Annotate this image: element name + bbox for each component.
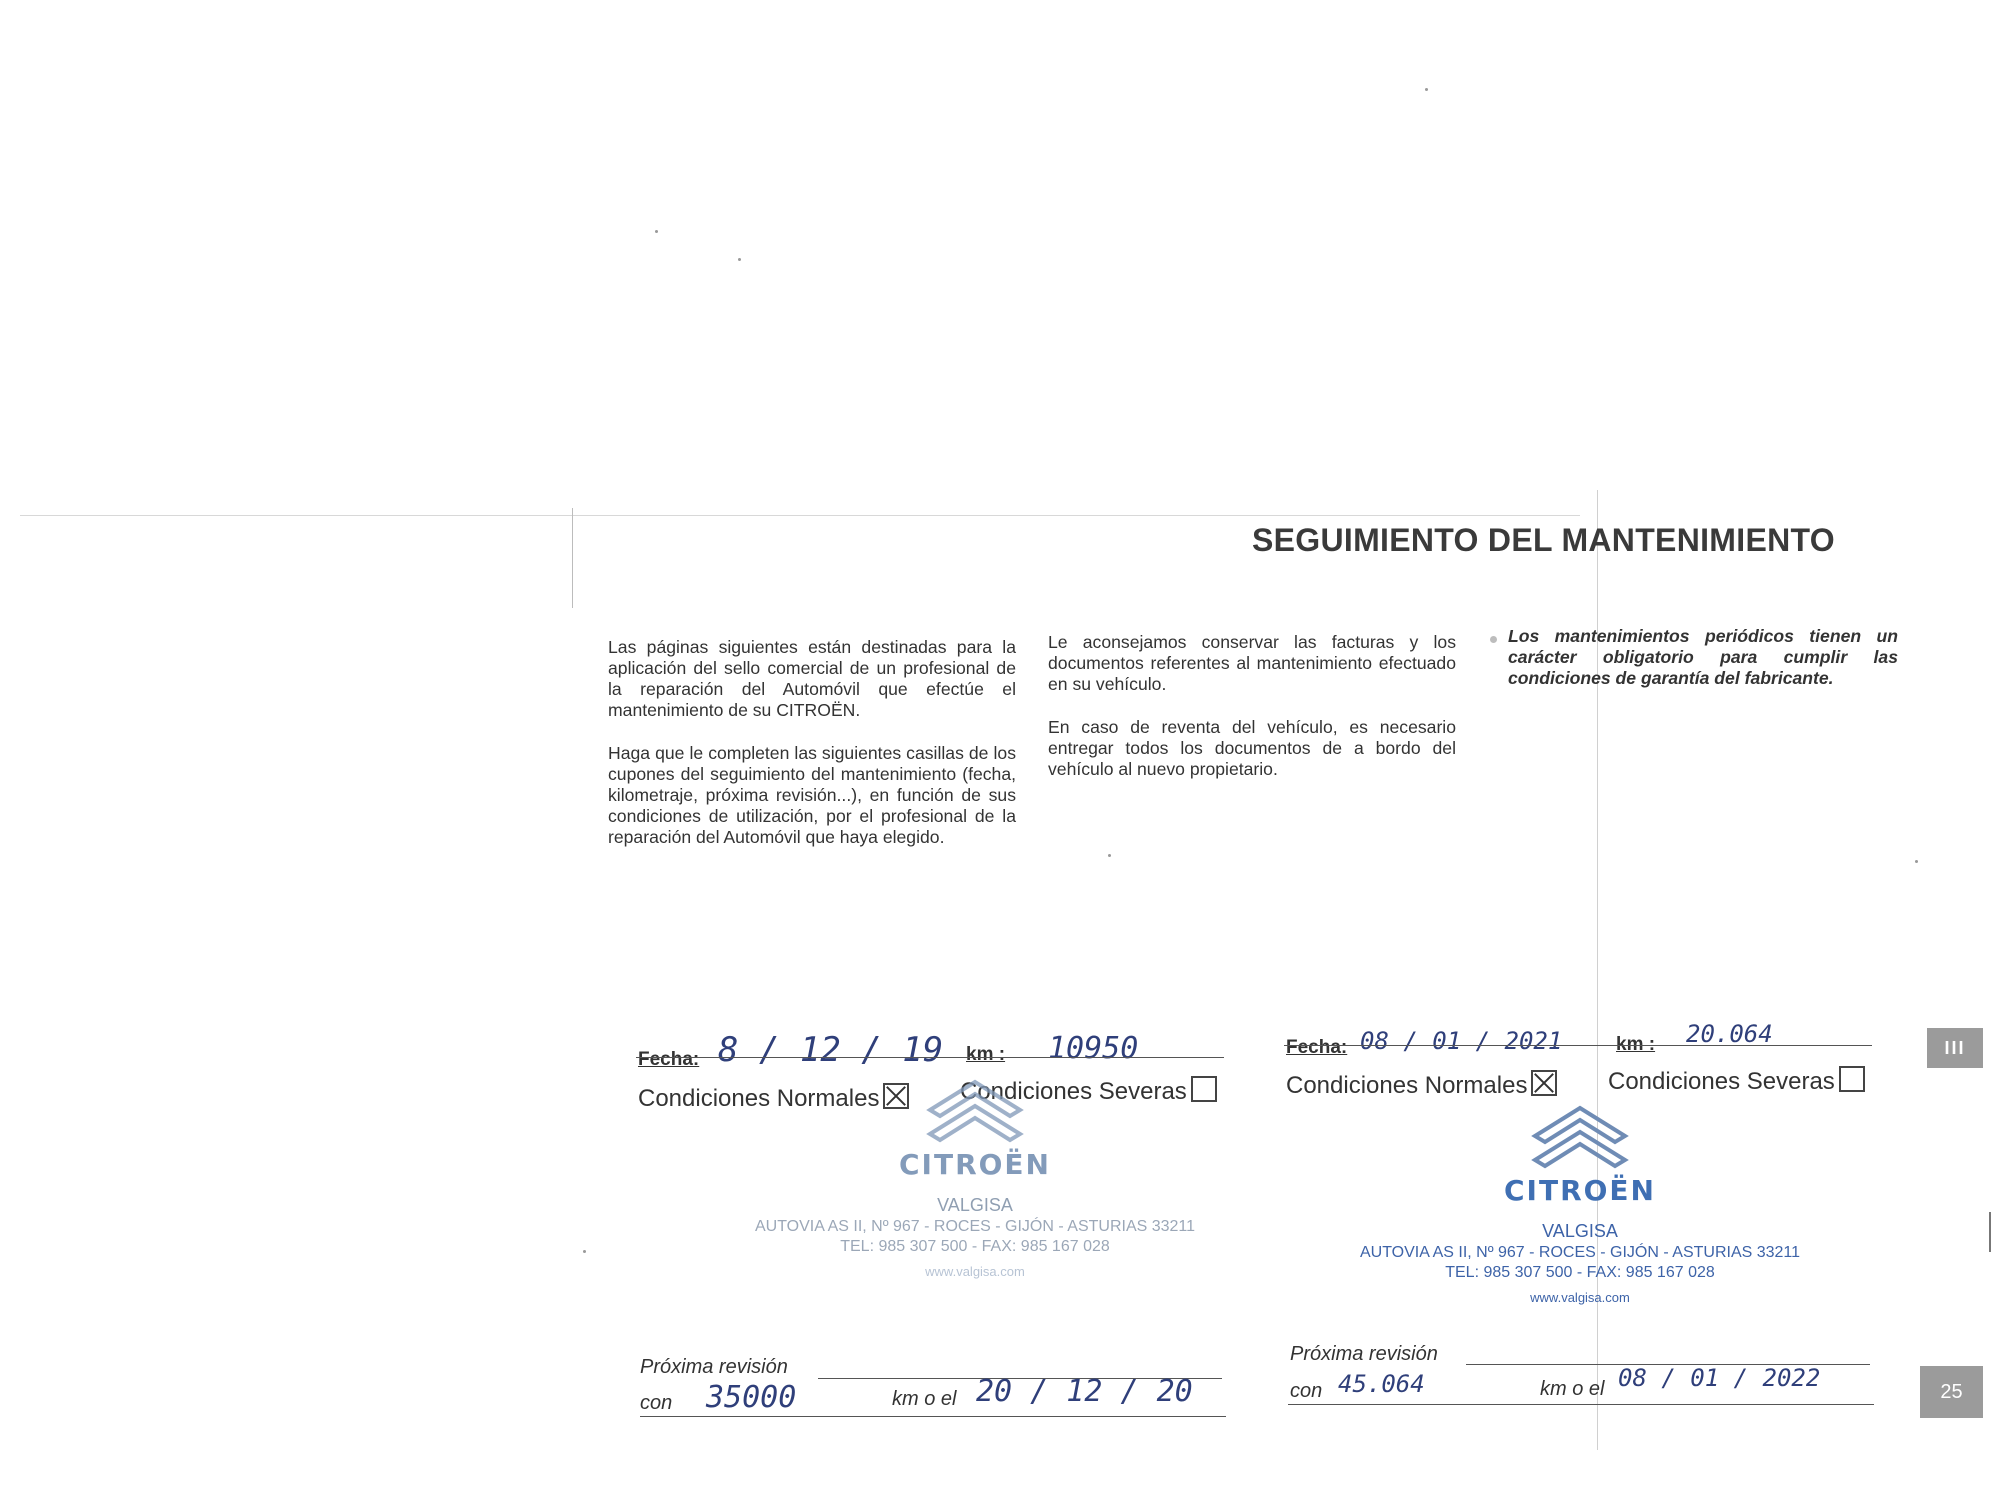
- intro-paragraph: En caso de reventa del vehículo, es necesario entregar todos los documentos de a bordo del vehículo al nuevo propietario.: [1048, 717, 1456, 779]
- condition-normal-label: Condiciones Normales: [638, 1085, 880, 1112]
- condition-severe-label: Condiciones Severas: [960, 1078, 1187, 1105]
- scan-vertical-line: [572, 508, 573, 608]
- intro-column-1: [608, 637, 1016, 870]
- km-o-el-label: km o el: [1540, 1378, 1605, 1400]
- scan-speck: [1915, 860, 1918, 863]
- page-title: SEGUIMIENTO DEL MANTENIMIENTO: [1252, 522, 1835, 558]
- next-date-value: 08 / 01 / 2022: [1618, 1364, 1821, 1392]
- citroen-chevrons-icon: [920, 1068, 1030, 1148]
- stamp-web: www.valgisa.com: [925, 1264, 1025, 1279]
- warranty-note: Los mantenimientos periódicos tienen un carácter obligatorio para cumplir las condiciones de garantía del fabricante.: [1508, 626, 1898, 688]
- fecha-value: 8 / 12 / 19: [718, 1030, 944, 1070]
- next-km-value: 35000: [706, 1380, 797, 1415]
- con-label: con: [640, 1392, 673, 1414]
- stamp-phone: TEL: 985 307 500 - FAX: 985 167 028: [840, 1238, 1110, 1255]
- citroen-chevrons-icon: [1525, 1094, 1635, 1174]
- next-revision-label: Próxima revisión: [1290, 1343, 1438, 1365]
- fecha-underline: [636, 1057, 1224, 1058]
- km-o-el-label: km o el: [892, 1388, 957, 1410]
- con-line: [1288, 1404, 1874, 1405]
- stamp-dealer: VALGISA: [1542, 1221, 1618, 1241]
- intro-column-2: [1048, 632, 1456, 802]
- stamp-web: www.valgisa.com: [1530, 1290, 1630, 1305]
- intro-paragraph: Haga que le completen las siguientes casillas de los cupones del seguimiento del mantenimiento (fecha, kilometraje, próxima revisión...), en función de sus condiciones de utilización, por el profesional de la reparación del Automóvil que haya elegido.: [608, 743, 1016, 847]
- stamp-brand: CITROËN: [1504, 1174, 1656, 1207]
- scan-top-line: [20, 515, 1580, 516]
- scan-speck: [655, 230, 658, 233]
- scan-right-edge: [1989, 1212, 1991, 1252]
- stamp-dealer: VALGISA: [937, 1195, 1013, 1215]
- km-label: km :: [966, 1044, 1006, 1065]
- stamp-address: AUTOVIA AS II, Nº 967 - ROCES - GIJÓN - ASTURIAS 33211: [1359, 1244, 1801, 1261]
- scan-speck: [738, 258, 741, 261]
- condition-normal-label: Condiciones Normales: [1286, 1072, 1528, 1099]
- con-label: con: [1290, 1380, 1323, 1402]
- normal-checkbox: [1531, 1070, 1557, 1096]
- km-value: 10950: [1048, 1031, 1139, 1066]
- dealer-stamp: [740, 1068, 1210, 1279]
- scan-speck: [1108, 854, 1111, 857]
- fecha-value: 08 / 01 / 2021: [1360, 1027, 1563, 1055]
- stamp-phone: TEL: 985 307 500 - FAX: 985 167 028: [1445, 1264, 1715, 1281]
- condition-severe: [1608, 1066, 1865, 1096]
- fecha-label: Fecha:: [638, 1049, 700, 1070]
- fecha-label: Fecha:: [1286, 1037, 1348, 1058]
- intro-paragraph: Le aconsejamos conservar las facturas y los documentos referentes al mantenimiento efectuado en su vehículo.: [1048, 632, 1456, 694]
- fecha-underline: [1284, 1045, 1872, 1046]
- next-km-value: 45.064: [1338, 1370, 1425, 1398]
- stamp-brand: CITROËN: [899, 1148, 1051, 1181]
- condition-severe-label: Condiciones Severas: [1608, 1068, 1835, 1095]
- next-date-value: 20 / 12 / 20: [976, 1374, 1193, 1409]
- page-number: 25: [1920, 1366, 1983, 1418]
- scan-speck: [583, 1250, 586, 1253]
- section-tab: III: [1927, 1028, 1983, 1068]
- con-line: [640, 1416, 1226, 1417]
- next-revision-label: Próxima revisión: [640, 1356, 788, 1378]
- severe-checkbox: [1839, 1066, 1865, 1092]
- scan-speck: [1425, 88, 1428, 91]
- dealer-stamp: [1330, 1094, 1830, 1305]
- intro-paragraph: Las páginas siguientes están destinadas para la aplicación del sello comercial de un profesional de la reparación del Automóvil que efectúe el mantenimiento de su CITROËN.: [608, 637, 1016, 720]
- km-label: km :: [1616, 1034, 1656, 1055]
- km-value: 20.064: [1686, 1020, 1773, 1048]
- bullet-icon: [1490, 636, 1497, 643]
- stamp-address: AUTOVIA AS II, Nº 967 - ROCES - GIJÓN - ASTURIAS 33211: [754, 1218, 1196, 1235]
